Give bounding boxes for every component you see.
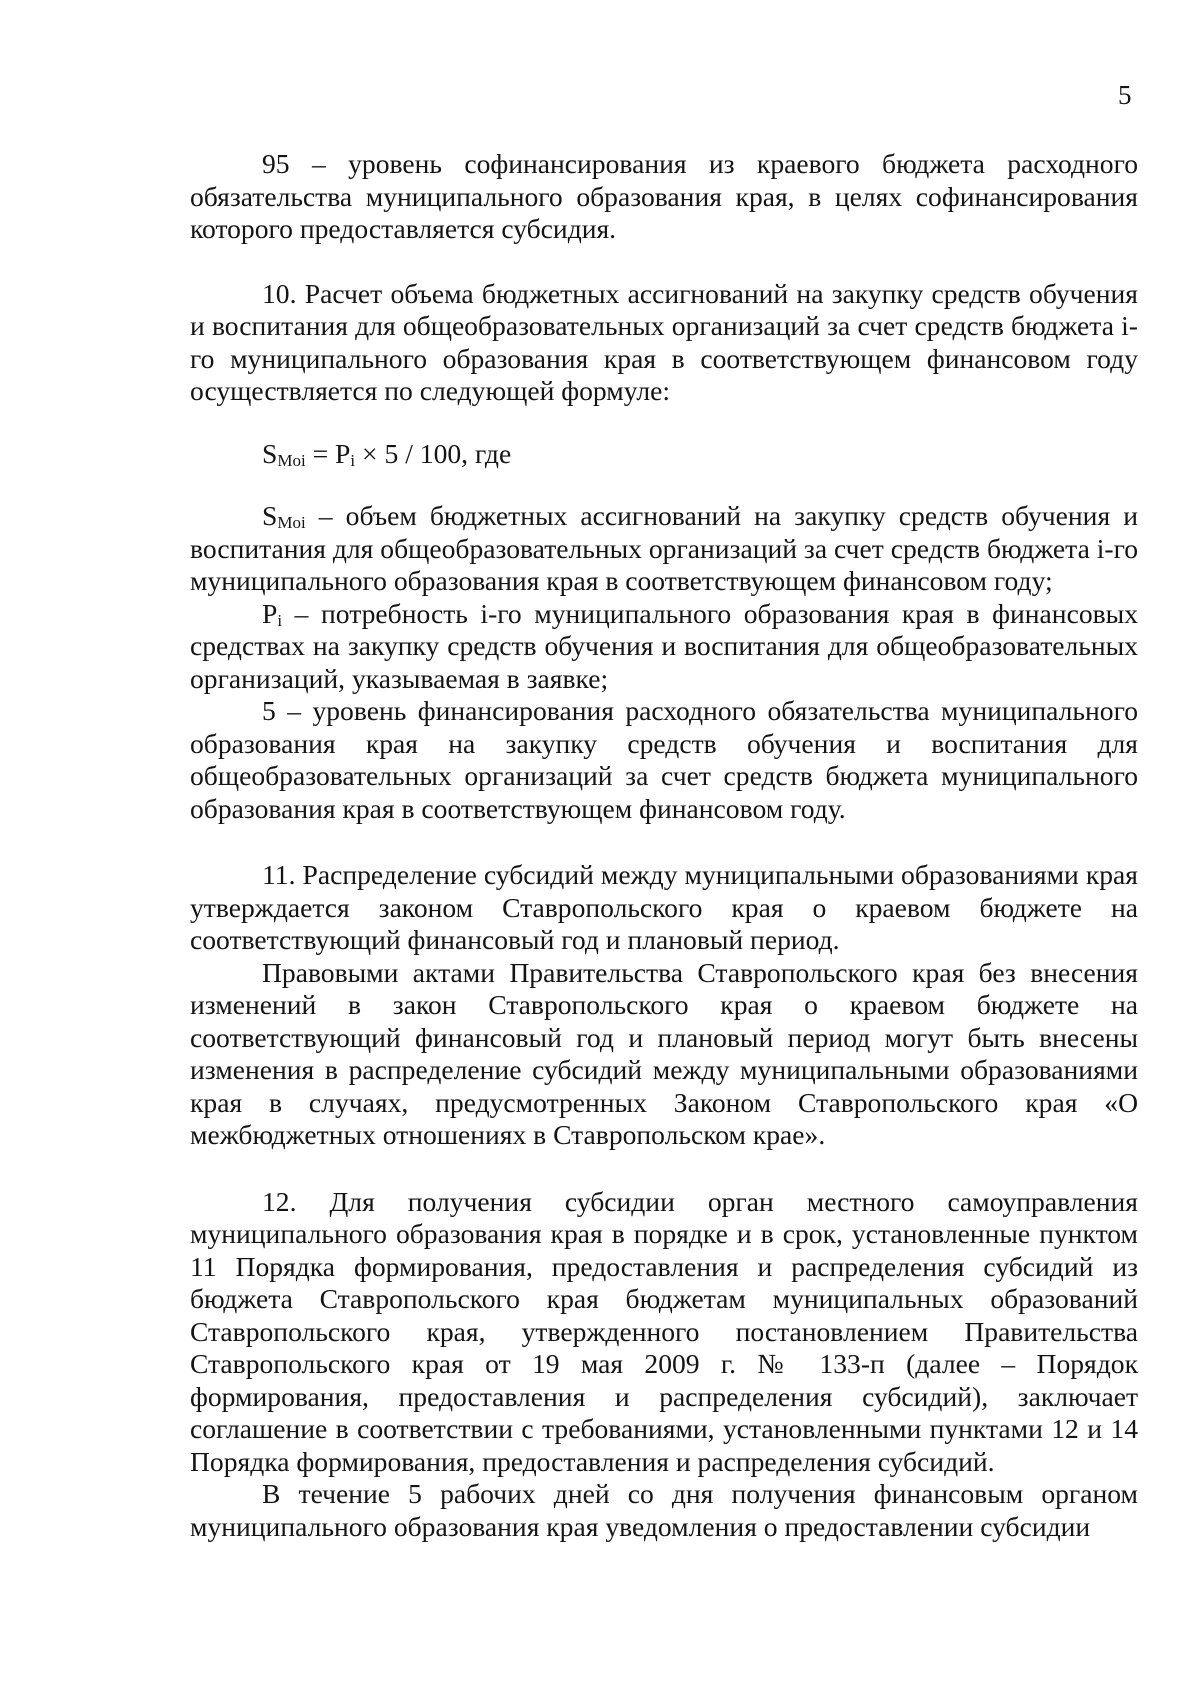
definition-smoi-sub: Moi [277,513,306,532]
paragraph-item-11: 11. Распределение субсидий между муниципальными образованиями края утверждается законом Ставропольского края о краевом бюджете на соответствующий финансовый год и плановый период. [190,859,1138,955]
definition-smoi-text: – объем бюджетных ассигнований на закупку средств обучения и воспитания для общеобразовательных организаций за счет средств бюджета i-го муниципального образования края в соответствующем финансовом году; [190,500,1139,596]
document-body [190,148,1138,1543]
formula [190,438,1138,471]
definition-pi-sub: i [277,610,283,630]
page-number: 5 [1118,80,1132,110]
definition-smoi-symbol: S [262,500,278,531]
definition-pi-symbol: P [262,597,278,629]
definition-five: 5 – уровень финансирования расходного обязательства муниципального образования края на закупку средств обучения и воспитания для общеобразовательных организаций за счет средств бюджета муниципального образования края в соответствующем финансовом году. [190,695,1138,824]
paragraph-item-12: 12. Для получения субсидии орган местного самоуправления муниципального образования края в порядке и в срок, установленные пунктом 11 Порядка формирования, предоставления и распределения субсидий из бюджета Ставропольского края бюджетам муниципальных образований Ставропольского края, утвержденного постановлением Правительства Ставропольского края от 19 мая 2009 г. № 133-п (далее – Порядок формирования, предоставления и распределения субсидий), заключает соглашение в соответствии с требованиями, установленными пунктами 12 и 14 Порядка формирования, предоставления и распределения субсидий. [190,1185,1138,1477]
definition-pi [190,598,1138,696]
paragraph-item-12-notification: В течение 5 рабочих дней со дня получения финансовым органом муниципального образования края уведомления о предоставлении субсидии [190,1478,1138,1542]
formula-mid: = P [305,437,351,469]
definition-pi-text: – потребность i-го муниципального образования края в финансовых средствах на закупку средств обучения и воспитания для общеобразовательных организаций, указываемая в заявке; [190,597,1138,694]
formula-lhs-sub: Moi [277,450,306,470]
formula-mid-sub: i [350,450,356,470]
definition-smoi [190,500,1138,598]
paragraph-item-10: 10. Расчет объема бюджетных ассигнований на закупку средств обучения и воспитания для общеобразовательных организаций за счет средств бюджета i-го муниципального образования края в соответствующем финансовом году осуществляется по следующей формуле: [190,277,1138,406]
paragraph-cofinancing-level: 95 – уровень софинансирования из краевого бюджета расходного обязательства муниципального образования края, в целях софинансирования которого предоставляется субсидия. [190,148,1138,244]
paragraph-item-11-legal-acts: Правовыми актами Правительства Ставропольского края без внесения изменений в закон Ставропольского края о краевом бюджете на соответствующий финансовый год и плановый период могут быть внесены изменения в распределение субсидий между муниципальными образованиями края в случаях, предусмотренных Законом Ставропольского края «О межбюджетных отношениях в Ставропольском крае». [190,956,1138,1150]
formula-rhs: × 5 / 100, где [355,437,512,469]
formula-lhs: S [262,437,278,469]
